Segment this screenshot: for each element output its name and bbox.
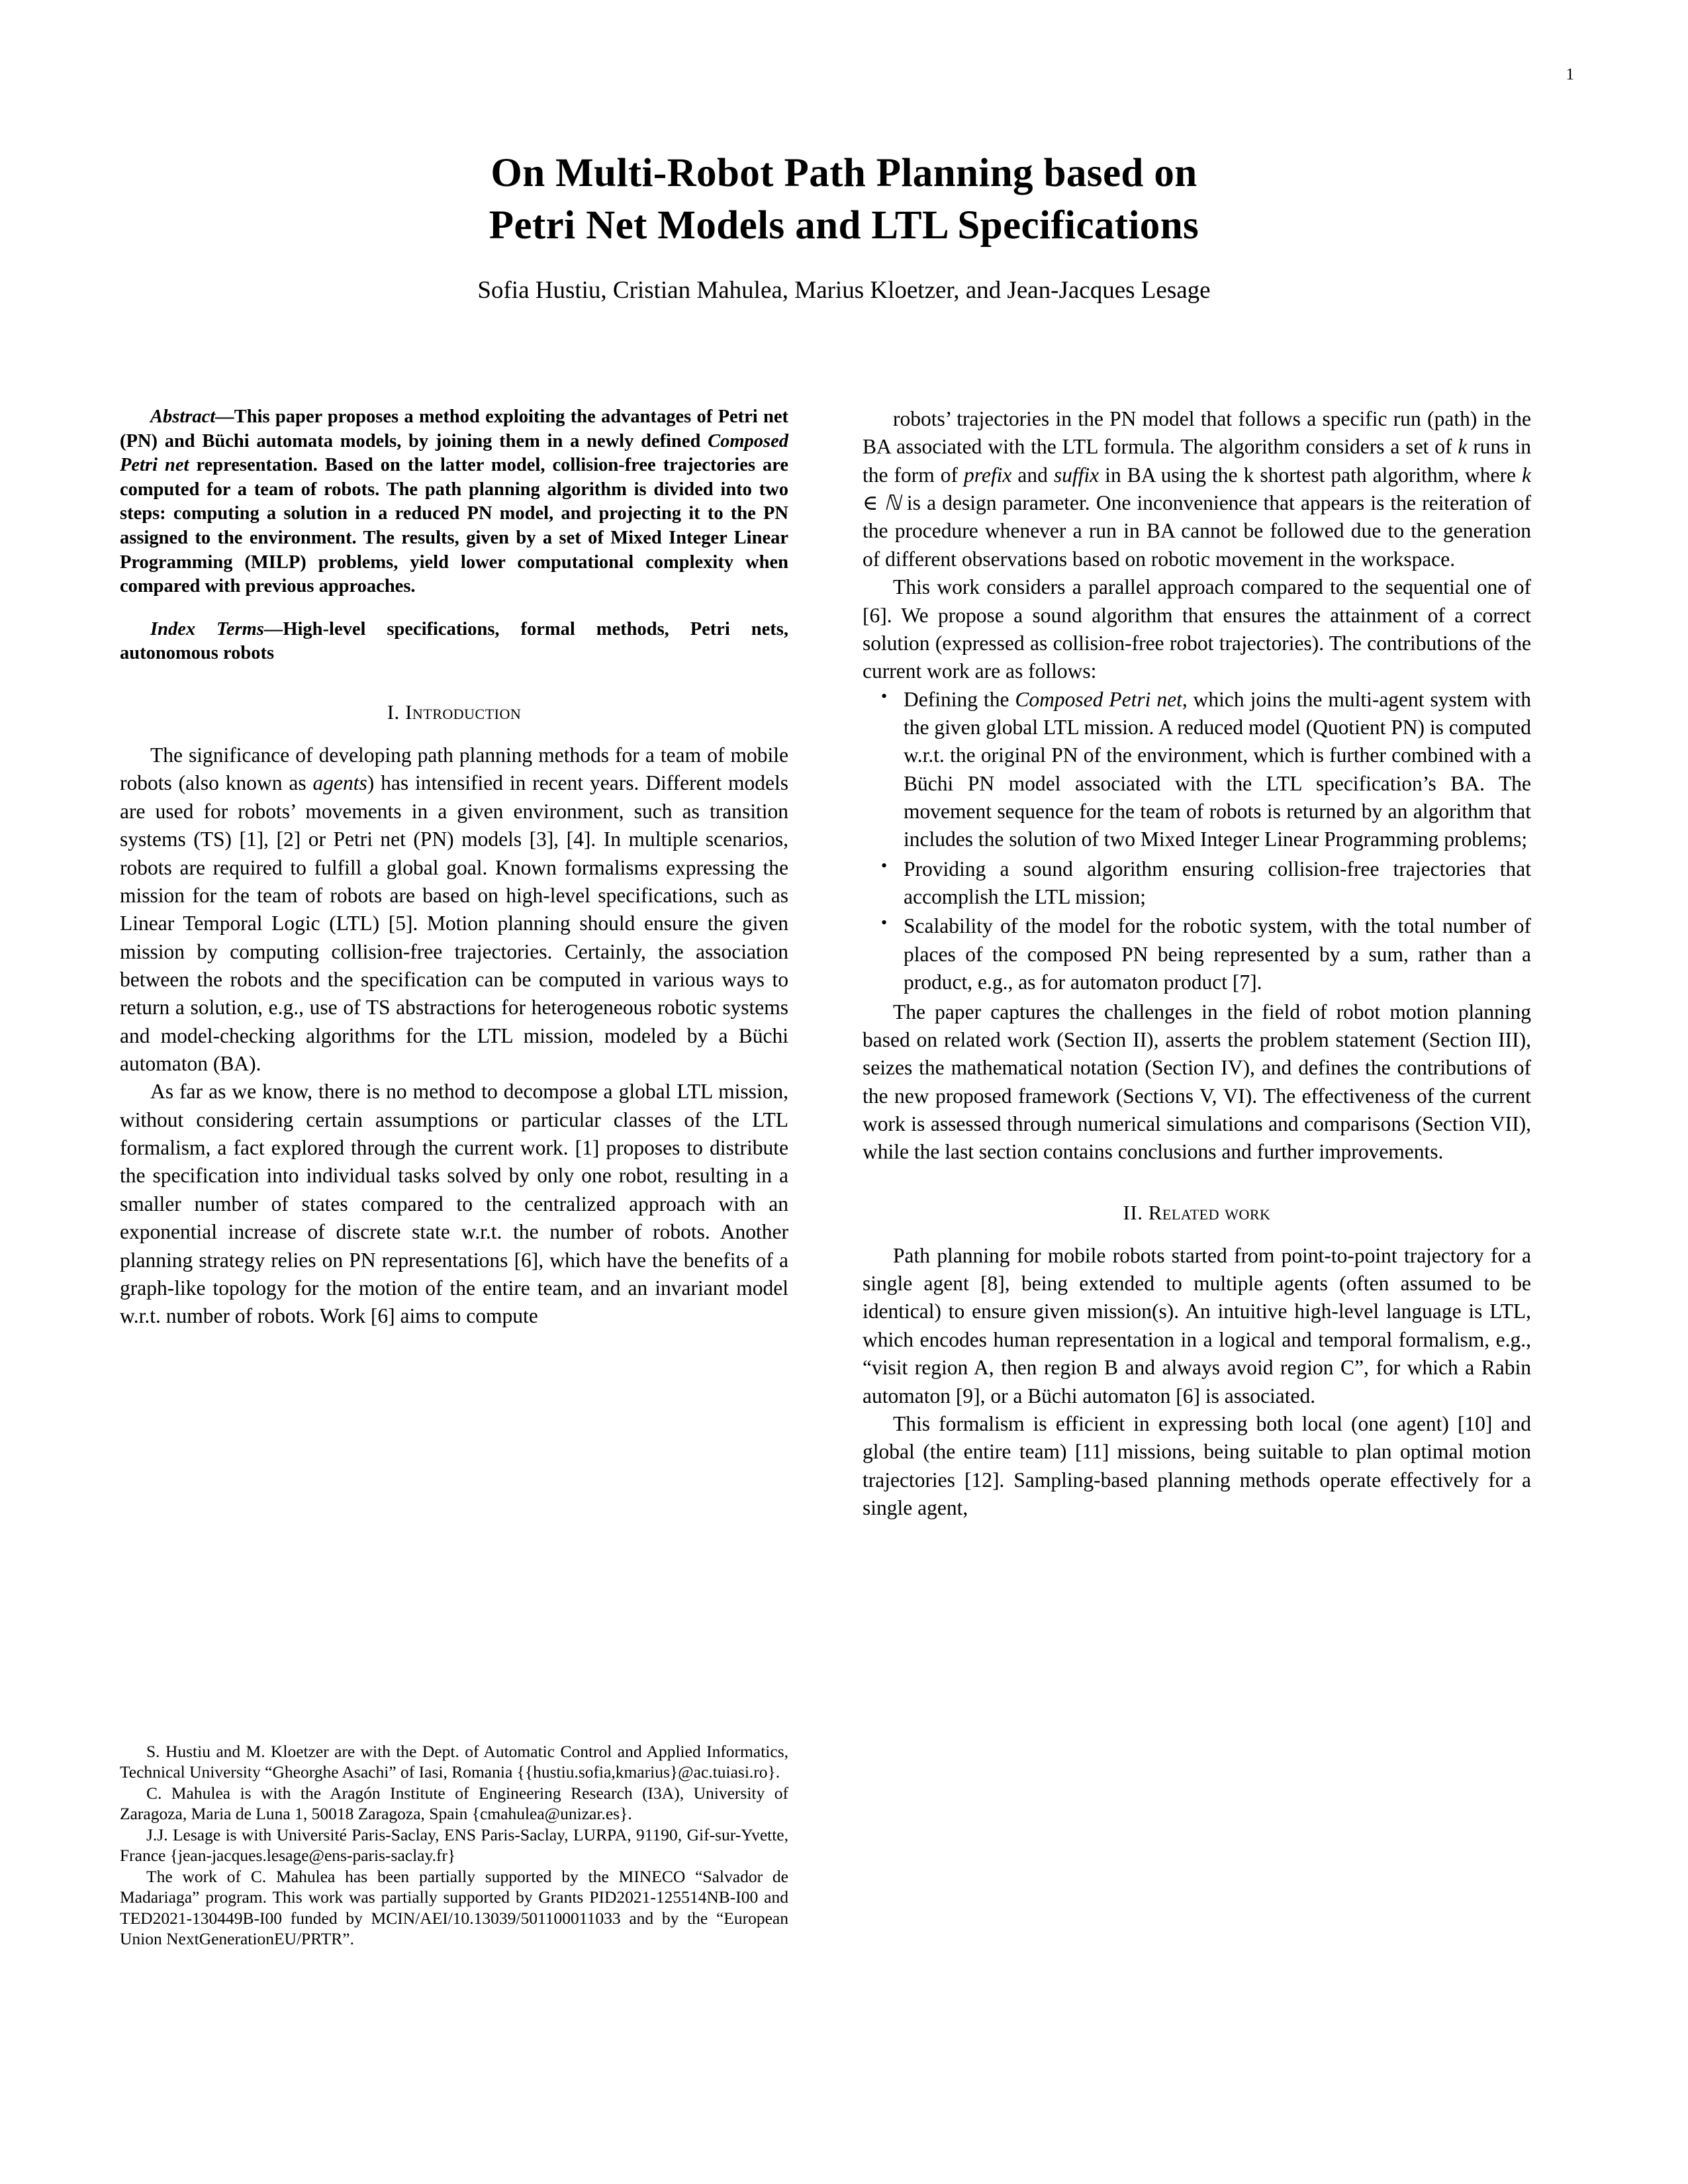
abstract-dash: — xyxy=(215,406,234,427)
footnote-affiliation-3: J.J. Lesage is with Université Paris-Saclay, ENS Paris-Saclay, LURPA, 91190, Gif-sur-Yvette, France {jean-jacques.lesage@ens-paris-saclay.fr} xyxy=(120,1825,788,1866)
title-block xyxy=(119,147,1569,305)
paragraph-intro-3: robots’ trajectories in the PN model that follows a specific run (path) in the BA associated with the LTL formula. The algorithm considers a set of k runs in the form of prefix and suffix in BA using the k shortest path algorithm, where k ∈ ℕ is a design parameter. One inconvenience that appears is the reiteration of the procedure whenever a run in BA cannot be followed due to the generation of different observations based on robotic movement in the workspace. xyxy=(863,407,1531,571)
index-terms-paragraph xyxy=(120,618,788,666)
section-number-related-work: II. xyxy=(1123,1200,1143,1224)
section-heading-introduction xyxy=(120,700,788,724)
footnote-affiliation-1: S. Hustiu and M. Kloetzer are with the Dept. of Automatic Control and Applied Informatics, Technical University “Gheorghe Asachi” of Iasi, Romania {{hustiu.sofia,kmarius}@ac.tuiasi.ro}. xyxy=(120,1742,788,1782)
page-number: 1 xyxy=(1566,66,1574,83)
paragraph-related-1: Path planning for mobile robots started from point-to-point trajectory for a single agent [8], being extended to multiple agents (often assumed to be identical) to ensure given mission(s). An intuitive high-level language is LTL, which encodes human representation in a logical and temporal formalism, e.g., “visit region A, then region B and always avoid region C”, for which a Rabin automaton [9], or a Büchi automaton [6] is associated. xyxy=(863,1243,1531,1407)
index-terms-dash: — xyxy=(263,618,283,640)
abstract-paragraph xyxy=(120,405,788,599)
footnote-affiliation-2: C. Mahulea is with the Aragón Institute of Engineering Research (I3A), University of Zaragoza, Maria de Luna 1, 50018 Zaragoza, Spain {cmahulea@unizar.es}. xyxy=(120,1783,788,1824)
paragraph-intro-4: This work considers a parallel approach compared to the sequential one of [6]. We propose a sound algorithm that ensures the attainment of a correct solution (expressed as collision-free robot trajectories). The contributions of the current work are as follows: xyxy=(863,575,1531,683)
paragraph-intro-2: As far as we know, there is no method to decompose a global LTL mission, without considering certain assumptions or particular classes of the LTL formalism, a fact explored through the current work. [1] proposes to distribute the specification into individual tasks solved by only one robot, resulting in a smaller number of states compared to the centralized approach with an exponential increase of discrete state w.r.t. the number of robots. Another planning strategy relies on PN representations [6], which have the benefits of a graph-like topology for the motion of the entire team, and an invariant model w.r.t. number of robots. Work [6] aims to compute xyxy=(120,1080,788,1328)
list-item: • Scalability of the model for the robotic system, with the total number of places of the composed PN being represented by a sum, rather than a product, e.g., as for automaton product [7]. xyxy=(902,912,1531,996)
paragraph-intro-5: The paper captures the challenges in the field of robot motion planning based on related work (Section II), asserts the problem statement (Section III), seizes the mathematical notation (Section IV), and defines the contributions of the new proposed framework (Sections V, VI). The effectiveness of the current work is assessed through numerical simulations and comparisons (Section VII), while the last section contains conclusions and further improvements. xyxy=(863,1000,1531,1164)
author-list: Sofia Hustiu, Cristian Mahulea, Marius Kloetzer, and Jean-Jacques Lesage xyxy=(477,276,1211,304)
paragraph-intro-1: The significance of developing path planning methods for a team of mobile robots (also known as agents) has intensified in recent years. Different models are used for robots’ movements in a given environment, such as transition systems (TS) [1], [2] or Petri net (PN) models [3], [4]. In multiple scenarios, robots are required to fulfill a global goal. Known formalisms expressing the mission for the team of robots are based on high-level specifications, such as Linear Temporal Logic (LTL) [5]. Motion planning should ensure the given mission by computing collision-free trajectories. Certainly, the association between the robots and the specification can be computed in various ways to return a solution, e.g., use of TS abstractions for heterogeneous robotic systems and model-checking algorithms for the LTL mission, modeled by a Büchi automaton (BA). xyxy=(120,743,788,1076)
section-title-introduction: Introduction xyxy=(405,700,522,724)
title-line-1: On Multi-Robot Path Planning based on xyxy=(491,151,1197,195)
abstract-italic-term: Composed Petri net xyxy=(120,430,788,476)
title-line-2: Petri Net Models and LTL Specifications xyxy=(489,203,1199,248)
paragraph-related-2: This formalism is efficient in expressing both local (one agent) [10] and global (the entire team) [11] missions, being suitable to plan optimal motion trajectories [12]. Sampling-based planning methods operate effectively for a single agent, xyxy=(863,1411,1531,1519)
contributions-list xyxy=(863,686,1531,997)
abstract-text-1: This paper proposes a method exploiting the advantages of Petri net (PN) and Büchi automata models, by joining them in a newly defined xyxy=(120,406,788,451)
column-left xyxy=(120,405,788,1331)
column-right xyxy=(863,405,1531,1522)
index-terms-label: Index Terms xyxy=(150,618,264,640)
footnote-funding: The work of C. Mahulea has been partially supported by the MINECO “Salvador de Madariaga” program. This work was partially supported by Grants PID2021-125514NB-I00 and TED2021-130449B-I00 funded by MCIN/AEI/10.13039/501100011033 and by the “European Union NextGenerationEU/PRTR”. xyxy=(120,1866,788,1949)
section-number-introduction: I. xyxy=(387,700,400,724)
footnote-block xyxy=(120,1741,788,1950)
list-item: • Providing a sound algorithm ensuring collision-free trajectories that accomplish the LTL mission; xyxy=(902,855,1531,912)
abstract-text-2: representation. Based on the latter model, collision-free trajectories are computed for a team of robots. The path planning algorithm is divided into two steps: computing a solution in a reduced PN model, and projecting it to the PN assigned to the environment. The results, given by a set of Mixed Integer Linear Programming (MILP) problems, yield lower computational complexity when compared with previous approaches. xyxy=(120,455,789,597)
list-item: • Defining the Composed Petri net, which joins the multi-agent system with the given global LTL mission. A reduced model (Quotient PN) is computed w.r.t. the original PN of the environment, which is further combined with a Büchi PN model associated with the LTL specification’s BA. The movement sequence for the team of robots is returned by an algorithm that includes the solution of two Mixed Integer Linear Programming problems; xyxy=(902,686,1531,854)
page-title xyxy=(119,147,1569,252)
abstract-label: Abstract xyxy=(150,406,216,427)
section-title-related-work: Related work xyxy=(1148,1200,1271,1224)
section-heading-related-work xyxy=(863,1201,1531,1225)
index-terms-text: High-level specifications, formal methods, Petri nets, autonomous robots xyxy=(120,618,788,664)
